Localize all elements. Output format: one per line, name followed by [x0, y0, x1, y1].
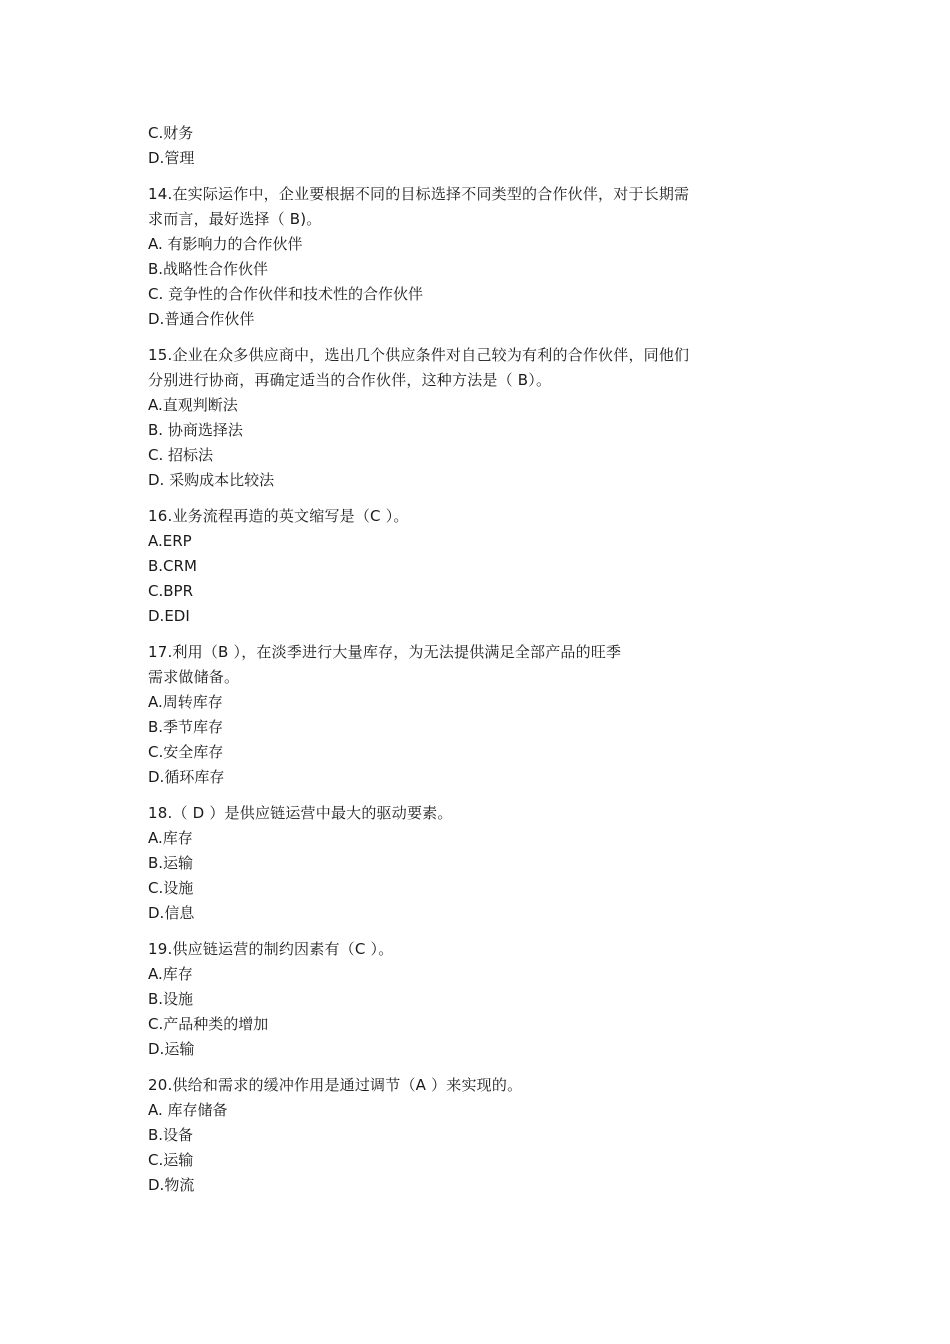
option-line: D.循环库存: [148, 768, 225, 786]
question-stem: [148, 1073, 748, 1098]
stem-line: 15.企业在众多供应商中，选出几个供应条件对自己较为有利的合作伙伴，同他们: [148, 346, 690, 364]
question-17: [148, 640, 748, 790]
option-line: C.产品种类的增加: [148, 1015, 269, 1033]
option-line: A. 有影响力的合作伙伴: [148, 235, 303, 253]
option-line: B.设备: [148, 1126, 194, 1144]
option-line: A.库存: [148, 965, 193, 983]
question-stem: [148, 182, 748, 232]
stem-line: 分别进行协商，再确定适当的合作伙伴，这种方法是（ B）。: [148, 371, 552, 389]
stem-line: 17.利用（B ），在淡季进行大量库存，为无法提供满足全部产品的旺季: [148, 643, 622, 661]
question-19: [148, 937, 748, 1062]
option-line: C.BPR: [148, 582, 193, 600]
option-line: B. 协商选择法: [148, 421, 243, 439]
option-line: B.季节库存: [148, 718, 224, 736]
option-line: B.运输: [148, 854, 194, 872]
option-line: C. 招标法: [148, 446, 214, 464]
question-16: [148, 504, 748, 629]
option-line: B.战略性合作伙伴: [148, 260, 269, 278]
option-line: A.直观判断法: [148, 396, 238, 414]
question-14: [148, 182, 748, 332]
stem-line: 求而言，最好选择（ B)。: [148, 210, 322, 228]
question-18: [148, 801, 748, 926]
option-line: D.信息: [148, 904, 195, 922]
option-line: C. 竞争性的合作伙伴和技术性的合作伙伴: [148, 285, 424, 303]
question-stem: [148, 937, 748, 962]
question-stem: [148, 504, 748, 529]
option-line: A.库存: [148, 829, 193, 847]
stem-line: 20.供给和需求的缓冲作用是通过调节（A ）来实现的。: [148, 1076, 523, 1094]
stem-line: 16.业务流程再造的英文缩写是（C ）。: [148, 507, 409, 525]
option-line: D.管理: [148, 149, 195, 167]
question-stem: [148, 343, 748, 393]
option-line: A.ERP: [148, 532, 192, 550]
option-line: D.物流: [148, 1176, 195, 1194]
option-line: C.运输: [148, 1151, 194, 1169]
option-line: B.设施: [148, 990, 194, 1008]
option-line: B.CRM: [148, 557, 197, 575]
document-page: [148, 121, 748, 1198]
question-stem: [148, 640, 748, 690]
stem-line: 19.供应链运营的制约因素有（C ）。: [148, 940, 394, 958]
option-line: C.设施: [148, 879, 194, 897]
question-20: [148, 1073, 748, 1198]
option-line: C.安全库存: [148, 743, 224, 761]
stem-line: 需求做储备。: [148, 668, 240, 686]
leading-options: [148, 121, 748, 171]
option-line: D. 采购成本比较法: [148, 471, 275, 489]
option-line: D.EDI: [148, 607, 190, 625]
stem-line: 14.在实际运作中，企业要根据不同的目标选择不同类型的合作伙伴，对于长期需: [148, 185, 690, 203]
question-stem: [148, 801, 748, 826]
option-line: D.运输: [148, 1040, 195, 1058]
stem-line: 18.（ D ）是供应链运营中最大的驱动要素。: [148, 804, 453, 822]
option-line: A. 库存储备: [148, 1101, 228, 1119]
question-15: [148, 343, 748, 493]
option-line: A.周转库存: [148, 693, 223, 711]
option-line: C.财务: [148, 124, 194, 142]
option-line: D.普通合作伙伴: [148, 310, 255, 328]
